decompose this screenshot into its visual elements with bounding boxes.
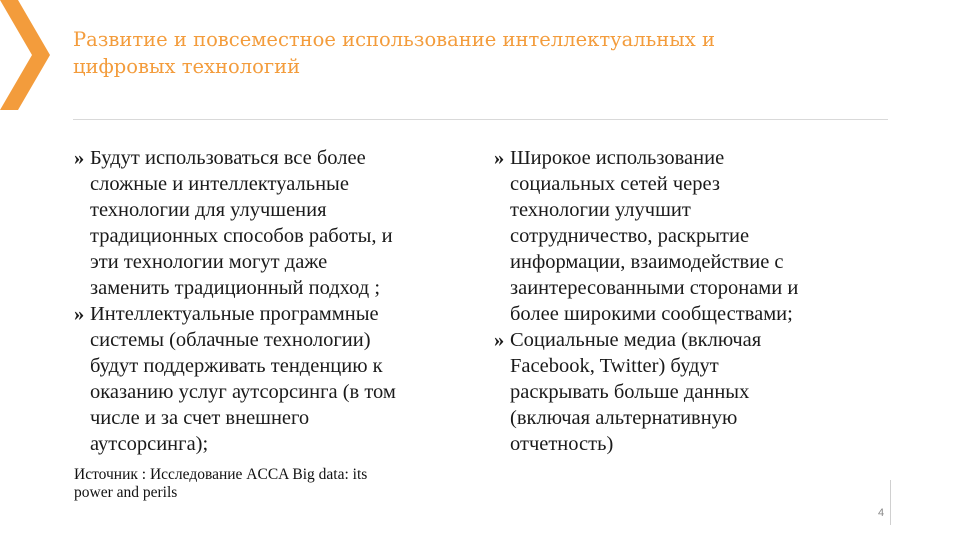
bullet-line: числе и за счет внешнего <box>90 407 310 429</box>
footer-divider <box>890 480 891 525</box>
title-line: цифровых технологий <box>73 55 301 78</box>
title-divider <box>73 119 888 120</box>
bullet-line: отчетность) <box>510 433 614 455</box>
bullet-line: сотрудничество, раскрытие <box>510 225 750 247</box>
bullet-line: Широкое использование <box>510 147 725 169</box>
bullet-line: заинтересованными сторонами и <box>510 277 799 299</box>
bullet-marker: » <box>74 147 83 169</box>
bullet-line: заменить традиционный подход ; <box>90 277 381 299</box>
bullet-line: Социальные медиа (включая <box>510 329 762 351</box>
bullet-marker: » <box>494 329 503 351</box>
bullet-line: традиционных способов работы, и <box>90 225 393 247</box>
source-line: Источник : Исследование ACCA Big data: its <box>74 466 368 483</box>
bullet-line: более широкими сообществами; <box>510 303 793 325</box>
bullet-line: информации, взаимодействие с <box>510 251 784 273</box>
bullet-item <box>494 327 894 457</box>
bullet-line: аутсорсинга); <box>90 433 209 455</box>
bullet-item <box>494 145 894 327</box>
bullet-line: системы (облачные технологии) <box>90 329 371 351</box>
bullet-line: сложные и интеллектуальные <box>90 173 349 195</box>
bullet-line: технологии для улучшения <box>90 199 327 221</box>
bullet-line: раскрывать больше данных <box>510 381 750 403</box>
bullet-line: технологии улучшит <box>510 199 691 221</box>
bullet-line: будут поддерживать тенденцию к <box>90 355 383 377</box>
title-line: Развитие и повсеместное использование интеллектуальных и <box>73 28 715 51</box>
chevron-right-icon <box>0 0 60 110</box>
bullet-marker: » <box>74 303 83 325</box>
right-column <box>494 145 894 457</box>
slide-title <box>73 26 873 80</box>
bullet-marker: » <box>494 147 503 169</box>
bullet-item <box>74 301 474 457</box>
bullet-line: Будут использоваться все более <box>90 147 366 169</box>
source-line: power and perils <box>74 484 178 501</box>
bullet-line: социальных сетей через <box>510 173 720 195</box>
left-column <box>74 145 474 457</box>
bullet-item <box>74 145 474 301</box>
page-number: 4 <box>878 507 885 519</box>
bullet-line: оказанию услуг аутсорсинга (в том <box>90 381 396 403</box>
source-note <box>74 466 494 502</box>
bullet-line: эти технологии могут даже <box>90 251 328 273</box>
bullet-line: (включая альтернативную <box>510 407 738 429</box>
bullet-line: Интеллектуальные программные <box>90 303 379 325</box>
bullet-line: Facebook, Twitter) будут <box>510 355 719 377</box>
